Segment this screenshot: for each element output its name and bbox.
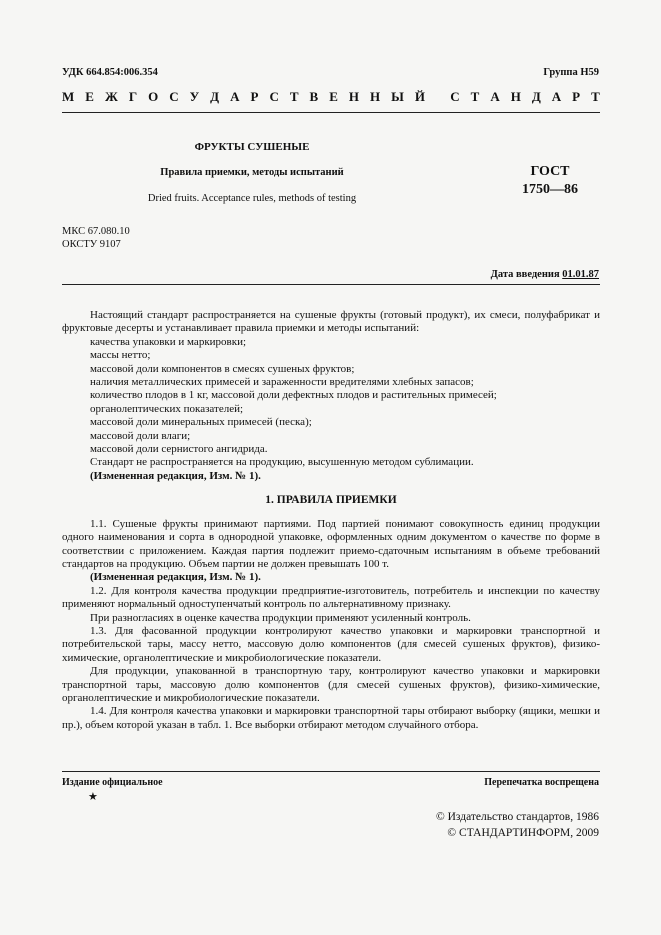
udk-code: УДК 664.854:006.354 xyxy=(62,67,158,78)
test-list xyxy=(62,336,600,457)
list-item: массы нетто; xyxy=(90,349,151,362)
banner-letter: Р xyxy=(250,89,259,104)
clause-1-1: 1.1. Сушеные фрукты принимают партиями. Под партией понимают совокупность единиц продукции одного наименования и сорта в однородной упаковке, оформленных одним документом о качестве по форме в соответствии с приложением. Каждая партия подлежит приемо-сдаточным испытаниям в объеме требований стандартов на продукцию. Объем партии не должен превышать 100 т. xyxy=(62,517,600,570)
list-item: качества упаковки и маркировки; xyxy=(90,335,247,348)
document-subtitle: Правила приемки, методы испытаний xyxy=(160,167,344,178)
banner-letter: Р xyxy=(572,89,581,104)
banner-letter: А xyxy=(230,89,240,104)
banner-letter: Ы xyxy=(391,89,404,104)
banner-letter: Й xyxy=(414,89,425,104)
clause-1-2-b: При разногласиях в оценке качества продукции применяют усиленный контроль. xyxy=(90,611,471,624)
clause-1-3-b: Для продукции, упакованной в транспортную тару, контролируют качество упаковки и маркировки транспортной тары, массовую долю компонентов (для смесей сушеных фруктов), физико-химические, органолептические и микробиологические показатели. xyxy=(62,665,600,704)
banner-letter: С xyxy=(269,89,279,104)
official-edition: Издание официальное xyxy=(62,777,163,788)
okstu-code: ОКСТУ 9107 xyxy=(62,239,121,250)
banner-letter: Д xyxy=(531,89,541,104)
amendment-note: (Измененная редакция, Изм. № 1). xyxy=(90,469,261,482)
group-code: Группа Н59 xyxy=(543,67,599,78)
list-item: массовой доли компонентов в смесях сушеных фруктов; xyxy=(90,362,355,375)
interstate-standard-banner xyxy=(62,89,600,105)
banner-letter: В xyxy=(309,89,319,104)
exclusion-paragraph: Стандарт не распространяется на продукцию, высушенную методом сублимации. xyxy=(90,456,474,469)
classification-codes xyxy=(62,225,130,251)
date-rule xyxy=(62,284,600,285)
list-item: органолептических показателей; xyxy=(90,402,244,415)
banner-letter xyxy=(436,89,439,105)
star-icon: ★ xyxy=(88,791,98,803)
reprint-prohibited: Перепечатка воспрещена xyxy=(484,777,599,788)
intro-paragraph: Настоящий стандарт распространяется на сушеные фрукты (готовый продукт), их смеси, полуфабрикат и фруктовые десерты и устанавливает правила приемки и методы испытаний: xyxy=(62,309,600,335)
footer-rule xyxy=(62,771,600,772)
banner-letter: Т xyxy=(289,89,299,104)
gost-number: 1750—86 xyxy=(522,182,578,197)
list-item: массовой доли минеральных примесей (песка); xyxy=(90,416,312,429)
banner-letter: Т xyxy=(591,89,600,104)
banner-letter: А xyxy=(551,89,562,104)
banner-letter: У xyxy=(189,89,200,104)
banner-letter: Н xyxy=(510,89,521,104)
clause-1-4: 1.4. Для контроля качества упаковки и маркировки транспортной тары отбирают выборку (ящики, мешки и пр.), объем которой указан в табл. 1. Все выборки отбирают методом случайного отбора. xyxy=(62,705,600,731)
banner-letter: Е xyxy=(85,89,94,104)
banner-letter: Д xyxy=(210,89,220,104)
banner-letter: Ж xyxy=(104,89,118,104)
banner-letter: Н xyxy=(369,89,381,104)
list-item: наличия металлических примесей и зараженности вредителями хлебных запасов; xyxy=(90,376,474,389)
document-body xyxy=(62,309,600,732)
banner-letter: Е xyxy=(329,89,338,104)
banner-letter: О xyxy=(148,89,159,104)
date-value: 01.01.87 xyxy=(562,269,599,280)
banner-letter: Т xyxy=(470,89,480,104)
banner-letter: С xyxy=(169,89,179,104)
banner-letter: С xyxy=(450,89,460,104)
introduction-date xyxy=(491,269,599,280)
list-item: количество плодов в 1 кг, массовой доли дефектных плодов и растительных примесей; xyxy=(90,389,497,402)
list-item: массовой доли влаги; xyxy=(90,429,191,442)
english-title: Dried fruits. Acceptance rules, methods of testing xyxy=(147,193,357,204)
copyright-2009: © СТАНДАРТИНФОРМ, 2009 xyxy=(447,827,599,839)
banner-letter: Н xyxy=(348,89,359,104)
banner-letter: Г xyxy=(128,89,138,104)
banner-letter: М xyxy=(62,89,75,104)
section-heading: 1. ПРАВИЛА ПРИЕМКИ xyxy=(265,494,397,507)
amendment-note: (Измененная редакция, Изм. № 1). xyxy=(90,571,261,584)
date-label: Дата введения xyxy=(490,269,560,280)
gost-label: ГОСТ xyxy=(530,164,570,179)
clause-1-2: 1.2. Для контроля качества продукции предприятие-изготовитель, потребитель и инспекции по качеству применяют нормальный одноступенчатый контроль по альтернативному признаку. xyxy=(62,584,600,611)
document-title: ФРУКТЫ СУШЕНЫЕ xyxy=(194,141,310,153)
list-item: массовой доли сернистого ангидрида. xyxy=(90,443,268,456)
copyright-1986: © Издательство стандартов, 1986 xyxy=(435,811,599,823)
banner-letter: А xyxy=(490,89,500,104)
header-rule xyxy=(62,112,600,113)
mks-code: МКС 67.080.10 xyxy=(62,226,130,237)
clause-1-3: 1.3. Для фасованной продукции контролируют качество упаковки и маркировки транспортной и потребительской тары, массу нетто, массовую долю компонентов (для смесей сушеных фруктов), физико-химические, органолептические и микробиологические показатели. xyxy=(62,624,600,664)
